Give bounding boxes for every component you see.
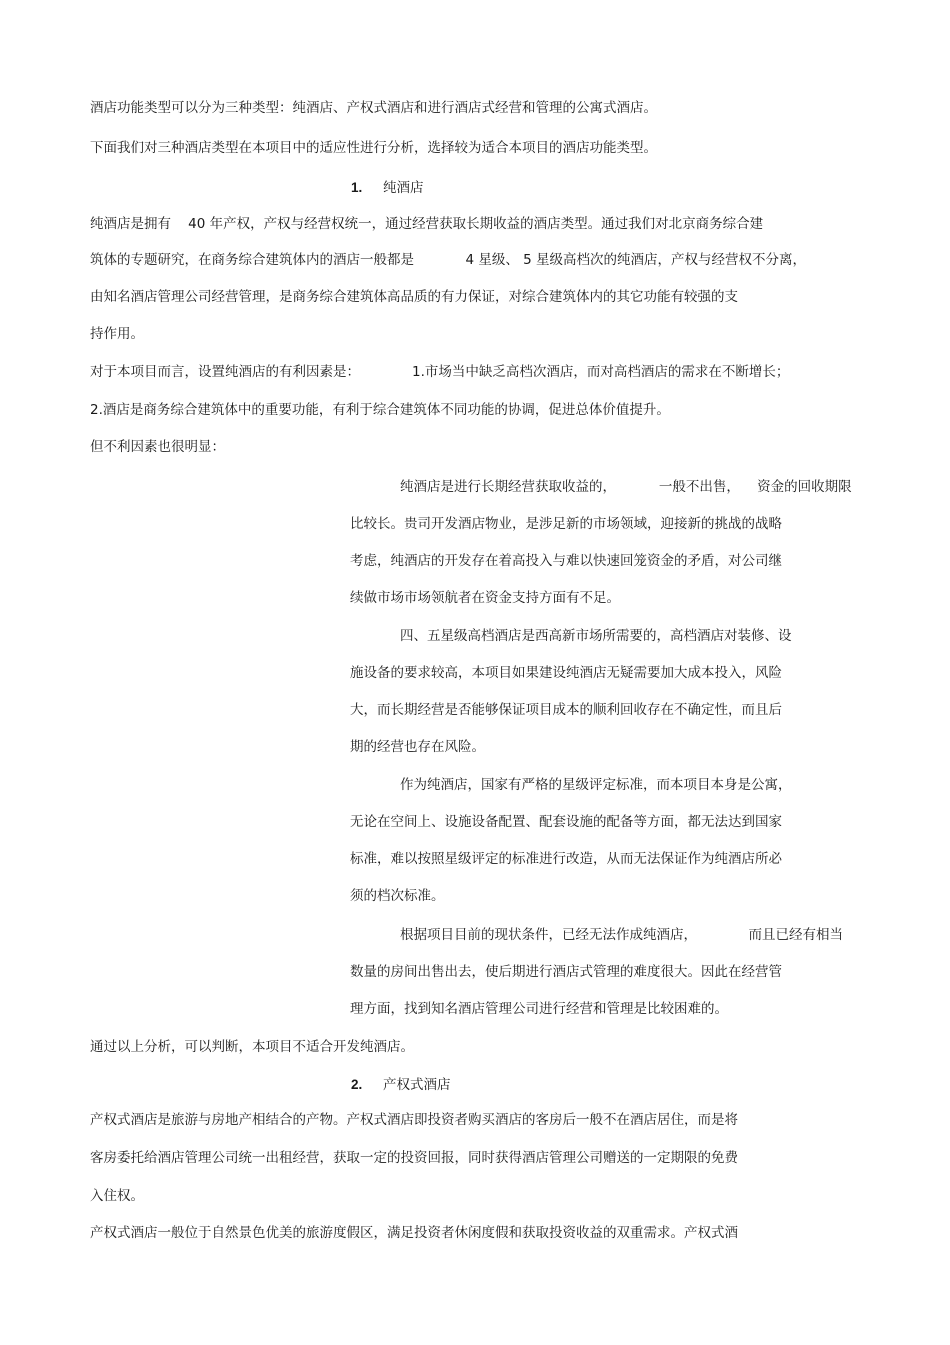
unfavorable-block-3-line: 作为纯酒店，国家有严格的星级评定标准，而本项目本身是公寓， (400, 777, 792, 793)
section-1-heading (351, 179, 424, 197)
favorable-factor-2: 2.酒店是商务综合建筑体中的重要功能，有利于综合建筑体不同功能的协调，促进总体价值提升。 (90, 402, 670, 418)
section-1-paragraph-line: 筑体的专题研究，在商务综合建筑体内的酒店一般都是 4 星级、 5 星级高档次的纯酒店，产权与经营权不分离， (90, 252, 807, 268)
intro-paragraph-1: 酒店功能类型可以分为三种类型：纯酒店、产权式酒店和进行酒店式经营和管理的公寓式酒店。 (90, 100, 657, 116)
unfavorable-block-4-line: 根据项目目前的现状条件，已经无法作成纯酒店， 而且已经有相当 (400, 927, 843, 943)
section-1-paragraph-line: 由知名酒店管理公司经营管理，是商务综合建筑体高品质的有力保证，对综合建筑体内的其它功能有较强的支 (90, 289, 738, 305)
unfavorable-block-1-line: 考虑，纯酒店的开发存在着高投入与难以快速回笼资金的矛盾，对公司继 (350, 553, 782, 569)
unfavorable-block-2-line: 四、五星级高档酒店是西高新市场所需要的，高档酒店对装修、设 (400, 628, 792, 644)
unfavorable-factors-intro: 但不利因素也很明显： (90, 439, 225, 455)
unfavorable-block-1-line: 比较长。贵司开发酒店物业，是涉足新的市场领域，迎接新的挑战的战略 (350, 516, 782, 532)
section-2-number: 2. (351, 1077, 363, 1092)
section-2-paragraph-line: 入住权。 (90, 1188, 144, 1204)
unfavorable-block-3-line: 须的档次标准。 (350, 888, 445, 904)
unfavorable-block-2-line: 施设备的要求较高，本项目如果建设纯酒店无疑需要加大成本投入，风险 (350, 665, 782, 681)
favorable-factor-1: 1.市场当中缺乏高档次酒店，而对高档酒店的需求在不断增长； (412, 364, 790, 380)
unfavorable-block-4-line: 数量的房间出售出去，使后期进行酒店式管理的难度很大。因此在经营管 (350, 964, 782, 980)
section-1-conclusion: 通过以上分析，可以判断，本项目不适合开发纯酒店。 (90, 1039, 414, 1055)
section-2-heading (351, 1076, 451, 1094)
unfavorable-block-3-line: 无论在空间上、设施设备配置、配套设施的配备等方面，都无法达到国家 (350, 814, 782, 830)
unfavorable-block-2-line: 期的经营也存在风险。 (350, 739, 485, 755)
section-2-paragraph-line: 客房委托给酒店管理公司统一出租经营，获取一定的投资回报，同时获得酒店管理公司赠送的一定期限的免费 (90, 1150, 738, 1166)
unfavorable-block-3-line: 标准，难以按照星级评定的标准进行改造，从而无法保证作为纯酒店所必 (350, 851, 782, 867)
unfavorable-block-2-line: 大，而长期经营是否能够保证项目成本的顺利回收存在不确定性，而且后 (350, 702, 782, 718)
unfavorable-block-4-line: 理方面，找到知名酒店管理公司进行经营和管理是比较困难的。 (350, 1001, 728, 1017)
section-1-number: 1. (351, 180, 363, 195)
unfavorable-block-1-line: 纯酒店是进行长期经营获取收益的， 一般不出售， 资金的回收期限 (400, 479, 852, 495)
section-2-title: 产权式酒店 (383, 1077, 451, 1093)
intro-paragraph-2: 下面我们对三种酒店类型在本项目中的适应性进行分析，选择较为适合本项目的酒店功能类型。 (90, 140, 657, 156)
favorable-factors-line (90, 363, 789, 381)
favorable-factors-lead: 对于本项目而言，设置纯酒店的有利因素是： (90, 364, 360, 380)
section-1-paragraph-line: 持作用。 (90, 326, 144, 342)
section-2-paragraph-2: 产权式酒店一般位于自然景色优美的旅游度假区，满足投资者休闲度假和获取投资收益的双重需求。产权式酒 (90, 1225, 738, 1241)
section-1-paragraph-line: 纯酒店是拥有 40 年产权，产权与经营权统一，通过经营获取长期收益的酒店类型。通过我们对北京商务综合建 (90, 216, 764, 232)
section-1-title: 纯酒店 (383, 180, 424, 196)
unfavorable-block-1-line: 续做市场市场领航者在资金支持方面有不足。 (350, 590, 620, 606)
section-2-paragraph-line: 产权式酒店是旅游与房地产相结合的产物。产权式酒店即投资者购买酒店的客房后一般不在酒店居住，而是将 (90, 1112, 738, 1128)
